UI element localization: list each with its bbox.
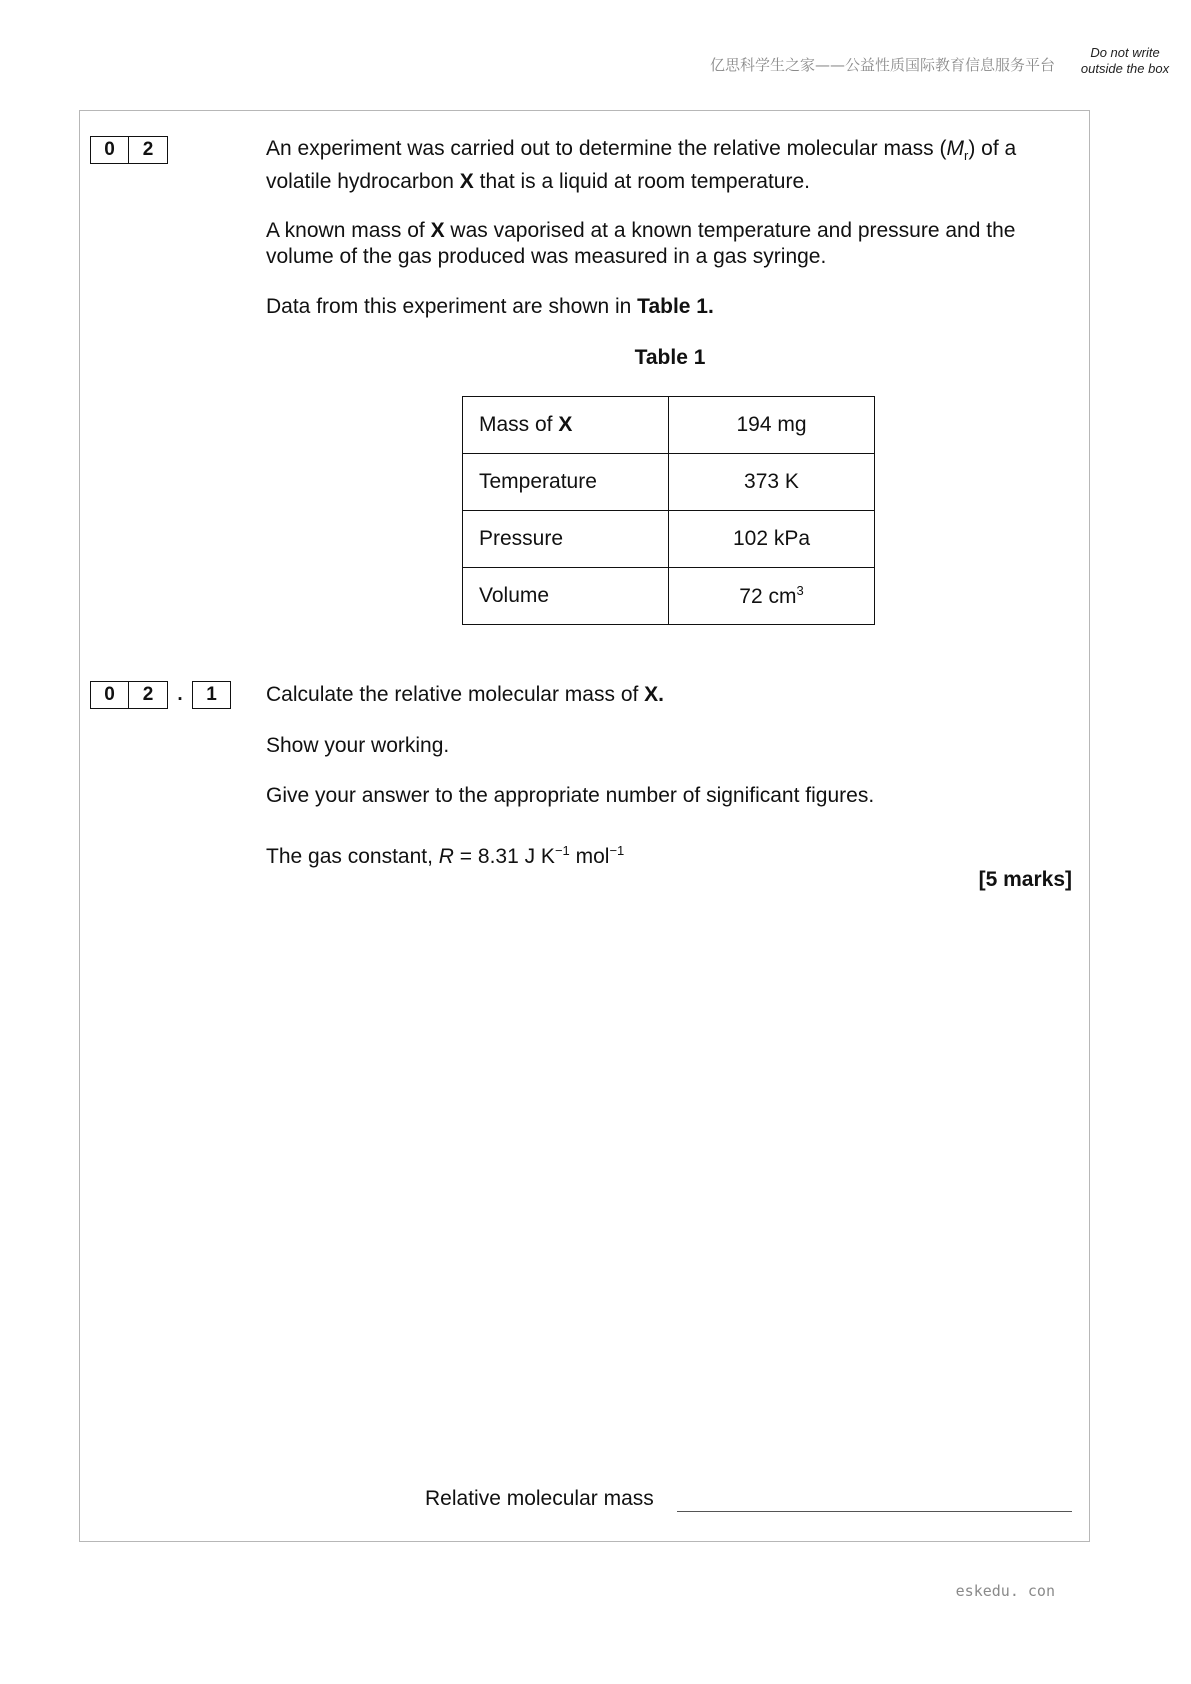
intro-paragraph-3: Data from this experiment are shown in Table 1.: [266, 295, 714, 318]
table-cell-label: Pressure: [463, 511, 669, 568]
table-cell-label: Volume: [463, 568, 669, 625]
gas-constant-line: The gas constant, R = 8.31 J $K^{-1}$ mol$^{-1}$: [266, 843, 625, 868]
subquestion-instruction: Calculate the relative molecular mass of X.: [266, 683, 665, 706]
table-row: [463, 568, 875, 625]
table-cell-value: 373 K: [669, 454, 875, 511]
subquestion-number-box: [90, 681, 231, 709]
marks-label: [5 marks]: [978, 868, 1072, 891]
intro-paragraph-2: A known mass of X was vaporised at a known temperature and pressure and the volume of the gas produced was measured in a gas syringe.: [266, 219, 1016, 268]
table-row: [463, 397, 875, 454]
table-row: [463, 511, 875, 568]
subquestion-working-note: Show your working.: [266, 734, 450, 757]
table-cell-label: Mass of X: [463, 397, 669, 454]
subquestion-part: 1: [192, 681, 231, 709]
table-title: Table 1: [634, 346, 706, 369]
question-number-box: [90, 136, 168, 164]
answer-label: Relative molecular mass: [425, 1487, 654, 1510]
table-row: [463, 454, 875, 511]
footer-watermark: eskedu. con: [955, 1582, 1055, 1600]
question-digit: 0: [90, 136, 129, 164]
data-table: [462, 396, 875, 625]
subquestion-dot: .: [177, 684, 183, 705]
answer-line[interactable]: [677, 1511, 1072, 1512]
table-cell-value: 194 mg: [669, 397, 875, 454]
subquestion-digit: 2: [129, 681, 168, 709]
subquestion-sigfig-note: Give your answer to the appropriate number of significant figures.: [266, 784, 875, 807]
margin-note: Do not write outside the box: [1080, 45, 1170, 76]
intro-paragraph-1: An experiment was carried out to determine the relative molecular mass $(M_r)$ of a volatile hydrocarbon X that is a liquid at room temperature.: [266, 137, 1017, 194]
header-watermark: 亿思科学生之家——公益性质国际教育信息服务平台: [709, 56, 1055, 74]
subquestion-digit: 0: [90, 681, 129, 709]
answer-frame: [79, 110, 1090, 1542]
question-digit: 2: [129, 136, 168, 164]
table-cell-value: 72 $cm^3$: [669, 568, 875, 625]
table-cell-value: 102 kPa: [669, 511, 875, 568]
table-cell-label: Temperature: [463, 454, 669, 511]
